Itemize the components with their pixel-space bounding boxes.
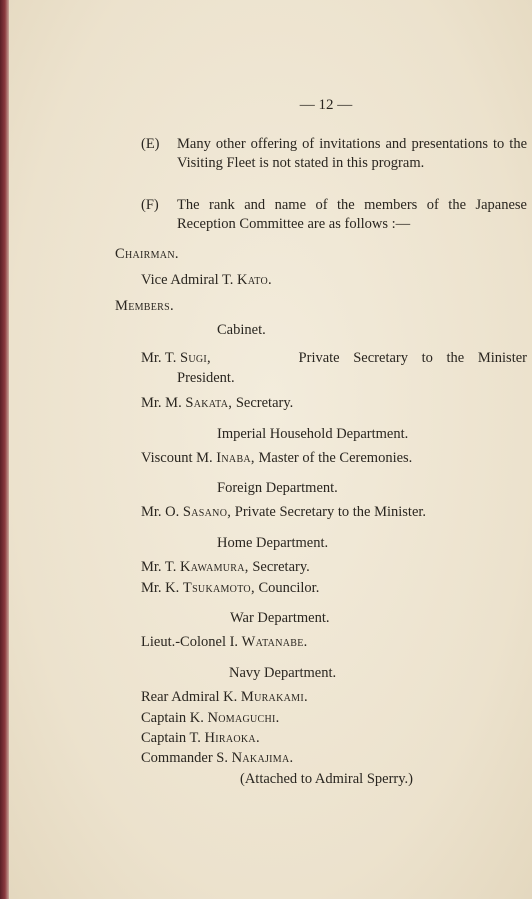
chairman-name: Kato. (237, 272, 272, 288)
war-line-1: Lieut.-Colonel I. Watanabe. (141, 634, 308, 650)
imperial-line-1-name: Inaba, (216, 450, 255, 466)
imperial-line-1: Viscount M. Inaba, Master of the Ceremonies. (141, 450, 413, 466)
war-heading: War Department. (230, 610, 330, 626)
cabinet-line-1-rest: Private Secretary to the Minister (298, 350, 527, 366)
navy-line-1-name: Murakami. (240, 689, 308, 705)
foreign-line-1: Mr. O. Sasano, Private Secretary to the Minister. (141, 504, 427, 520)
item-f-text: The rank and name of the members of the Japanese Reception Committee are as follows :— (177, 197, 527, 232)
cabinet-line-2-name: Sakata, (185, 395, 233, 411)
navy-line-3: Captain T. Hiraoka. (141, 730, 260, 746)
navy-line-4-name: Nakajima. (231, 750, 294, 766)
book-spine (0, 0, 9, 899)
home-line-2-name: Tsukamoto, (182, 580, 255, 596)
navy-note: (Attached to Admiral Sperry.) (240, 771, 414, 787)
cabinet-line-1-cont: President. (177, 370, 235, 386)
imperial-heading: Imperial Household Department. (217, 426, 409, 442)
item-e-text: Many other offering of invitations and presentations to the Visiting Fleet is not stated in this program. (177, 136, 527, 171)
item-f-mark: (F) (141, 197, 159, 213)
chairman-prefix: Vice Admiral T. (141, 272, 234, 288)
home-line-1: Mr. T. Kawamura, Secretary. (141, 559, 310, 575)
cabinet-line-1-name: Sugi, (179, 350, 211, 366)
home-line-1-name: Kawamura, (179, 559, 249, 575)
cabinet-line-1 (141, 349, 527, 368)
cabinet-line-2: Mr. M. Sakata, Secretary. (141, 395, 294, 411)
navy-line-3-name: Hiraoka. (204, 730, 260, 746)
war-line-1-name: Watanabe. (241, 634, 308, 650)
navy-line-1: Rear Admiral K. Murakami. (141, 689, 308, 705)
navy-heading: Navy Department. (229, 665, 337, 681)
page-number: — 12 — (299, 97, 353, 113)
navy-line-2: Captain K. Nomaguchi. (141, 710, 280, 726)
home-heading: Home Department. (217, 535, 329, 551)
cabinet-heading: Cabinet. (217, 322, 266, 338)
chairman-heading: Chairman. (115, 246, 179, 262)
navy-line-4: Commander S. Nakajima. (141, 750, 294, 766)
foreign-heading: Foreign Department. (217, 480, 338, 496)
foreign-line-1-name: Sasano, (182, 504, 232, 520)
cabinet-line-1-lead: Mr. T. Sugi, (141, 350, 211, 366)
chairman-line (141, 271, 272, 290)
navy-line-2-name: Nomaguchi. (207, 710, 280, 726)
home-line-2: Mr. K. Tsukamoto, Councilor. (141, 580, 320, 596)
members-heading: Members. (115, 298, 174, 314)
item-e-mark: (E) (141, 136, 160, 152)
